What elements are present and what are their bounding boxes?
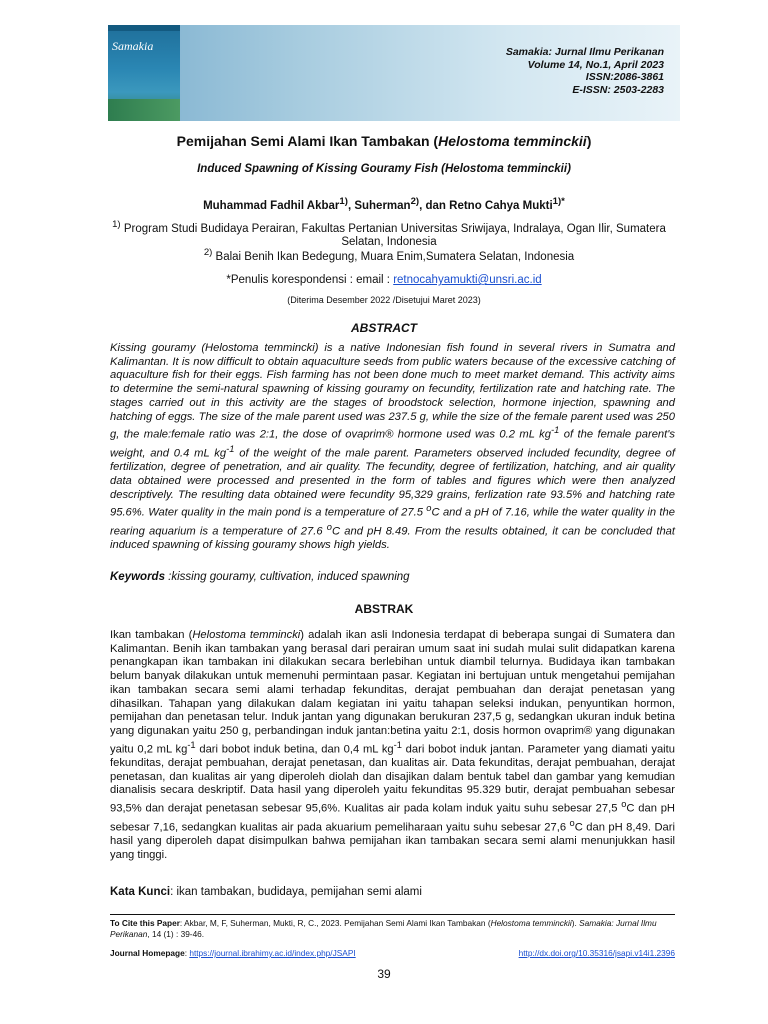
- citation: [110, 918, 675, 940]
- journal-cover-thumbnail: [108, 25, 180, 121]
- abstract-text: of the female parent's weight, and 0.4 mL kg: [110, 428, 675, 460]
- homepage-label: Journal Homepage: [110, 948, 185, 958]
- keywords-text: :kissing gouramy, cultivation, induced spawning: [164, 571, 410, 583]
- abstract-superscript: -1: [226, 443, 235, 454]
- abstrak-text: dari bobot induk jantan. Parameter yang diamati yaitu fekunditas, derajat pembuahan, derajat penetasan, dan kualitas air. Data fekunditas, derajat pembuahan, derajat penetasan, dan kualitas air yang diperoleh diolah dan disajikan dalam bentuk tabel dan gambar yang kemudian dianalisis secara deskriptif. Data hasil yang diperoleh yaitu fekunditas 95.329 butir, derajat pembuahan sebesar 93,5% dan derajat penetasan sebesar 95,6%. Kualitas air pada kolam induk yaitu suhu sebesar 27,5: [110, 743, 675, 815]
- author-separator: ,: [347, 199, 355, 212]
- abstrak-text: ) adalah ikan asli Indonesia terdapat di beberapa sungai di Sumatera dan Kalimantan. Benih ikan tambakan yang berasal dari perairan umum saat ini sudah mulai sulit didapatkan karena penangkapan ikan tambakan ini dilakukan secara berlebihan untuk diambil telurnya. Budidaya ikan tambakan belum banyak dilakukan untuk memenuhi permintaan pasar. Kegiatan ini bertujuan untuk mengetahui pemijahan ikan tambakan secara semi alami terhadap fekunditas, derajat pembuahan dan derajat penetasan yang dihasilkan. Tahapan yang dilakukan dalam kegiatan ini yaitu tahapan seleksi indukan, penyuntikan hormon, pemijahan dan penetasan telur. Induk jantan yang digunakan berukuran 237,5 g, sedangkan ukuran induk betina yang digunakan yaitu 250 g, perbandingan induk jantan:betina yaitu 2:1, dosis hormon ovaprim® yang digunakan yaitu 0,2 mL kg: [110, 629, 675, 756]
- abstrak-text: C dan pH sebesar 7,16, sedangkan kualitas air pada akuarium pemeliharaan yaitu suhu sebesar 27,6: [110, 802, 676, 834]
- doi-link[interactable]: http://dx.doi.org/10.35316/jsapi.v14i1.2396: [518, 948, 675, 958]
- author-list: [0, 196, 768, 212]
- keywords: [110, 571, 675, 583]
- degree-mark: o: [326, 521, 332, 532]
- abstrak-species: Helostoma temmincki: [192, 629, 301, 641]
- abstrak-text: dari bobot induk betina, dan 0,4 mL kg: [195, 743, 394, 756]
- title-species: Helostoma temminckii: [438, 133, 587, 149]
- journal-eissn: E-ISSN: 2503-2283: [572, 83, 664, 96]
- homepage-separator: :: [184, 948, 190, 958]
- degree-mark: o: [621, 799, 627, 810]
- abstract-paragraph: [110, 342, 675, 553]
- cover-logo: Samakia: [112, 39, 154, 53]
- correspondence-label: *Penulis korespondensi : email :: [226, 274, 394, 286]
- author-affil-mark: 1)*: [552, 196, 565, 207]
- page-number: 39: [377, 967, 391, 981]
- degree-mark: o: [426, 503, 432, 514]
- affiliation: [110, 218, 668, 249]
- citation-text: , 14 (1) : 39-46.: [147, 929, 205, 939]
- citation-journal: Samakia: Jurnal Ilmu Perikanan: [110, 918, 657, 939]
- title-text: Pemijahan Semi Alami Ikan Tambakan (: [176, 133, 439, 149]
- abstract-heading: ABSTRACT: [351, 321, 417, 335]
- abstrak-paragraph: [110, 629, 675, 862]
- affiliation-text: Program Studi Budidaya Perairan, Fakultas Pertanian Universitas Sriwijaya, Indralaya, Ogan Ilir, Sumatera Selatan, Indonesia: [120, 222, 666, 248]
- abstract-text: C and a pH of 7.16, while the water quality in the rearing aquarium is a temperature of 27.6: [110, 506, 675, 538]
- abstract-text: Kissing gouramy (Helostoma temmincki) is a native Indonesian fish found in several rivers in Sumatra and Kalimantan. It is now difficult to obtain aquaculture seeds from public waters because of the excessive catching of aquaculture fish for their eggs. Fish farming has not been done much to meet market demand. This activity aims to determine the semi-natural spawning of kissing gouramy on fecundity, fertilization rate and hatching rate. The stages carried out in this activity are the stages of broodstock selection, hormone injection, spawning and hatching of eggs. The size of the male parent used was 237.5 g, while the size of the female parent used was 250 g, the male:female ratio was 2:1, the dose of ovaprim® hormone used was 0.2 mL kg: [110, 342, 675, 441]
- journal-name: Samakia: Jurnal Ilmu Perikanan: [505, 46, 664, 58]
- citation-text: ).: [571, 918, 580, 928]
- abstrak-heading: ABSTRAK: [354, 602, 414, 616]
- affiliation: [110, 246, 668, 264]
- cover-top-strip: [108, 25, 180, 31]
- author-affil-mark: 1): [339, 196, 348, 207]
- degree-mark: o: [569, 817, 575, 828]
- correspondence-email-link[interactable]: retnocahyamukti@unsri.ac.id: [393, 274, 542, 286]
- abstrak-text: Ikan tambakan (: [110, 629, 193, 641]
- abstract-text: of the weight of the male parent. Parameters observed included fecundity, degree of fertilization, degree of penetration, and air quality. The fecundity, degree of fertilization, hatching, and air quality data obtained were processed and presented in the form of tables and figures which were then analyzed descriptively. The resulting data obtained were fecundity 95,329 grains, ferlization rate 93.5% and hatching rate 95.6%. Water quality in the main pond is a temperature of 27.5: [110, 447, 675, 519]
- affiliation-text: Balai Benih Ikan Bedegung, Muara Enim,Sumatera Selatan, Indonesia: [212, 250, 575, 263]
- author-name: Muhammad Fadhil Akbar: [203, 199, 340, 212]
- keywords-label: Keywords: [110, 571, 165, 583]
- kata-kunci-text: : ikan tambakan, budidaya, pemijahan semi alami: [170, 886, 422, 898]
- received-dates: (Diterima Desember 2022 /Disetujui Maret 2023): [287, 295, 481, 305]
- homepage-link[interactable]: https://journal.ibrahimy.ac.id/index.php/JSAPI: [189, 948, 356, 958]
- journal-issn: ISSN:2086-3861: [585, 71, 664, 83]
- footer-divider: [110, 914, 675, 915]
- abstrak-superscript: -1: [393, 739, 402, 750]
- affiliation-mark: 2): [203, 247, 213, 258]
- kata-kunci-label: Kata Kunci: [110, 886, 171, 898]
- affiliation-mark: 1): [112, 219, 121, 230]
- abstrak-text: C dan pH 8,49. Dari hasil yang diperoleh dapat disimpulkan bahwa pemijahan ikan tambakan secara semi alami menunjukkan hasil yang tinggi.: [110, 821, 675, 861]
- citation-species: Helostoma temminckii: [490, 918, 572, 928]
- paper-title: [0, 133, 768, 149]
- author-separator: , dan: [419, 199, 450, 212]
- abstrak-superscript: -1: [187, 739, 196, 750]
- abstract-text: C and pH 8.49. From the results obtained, it can be concluded that induced spawning of kissing gouramy shows high yields.: [110, 525, 676, 552]
- kata-kunci: [110, 886, 675, 898]
- correspondence: [0, 274, 768, 286]
- title-close: ): [586, 133, 592, 149]
- author-affil-mark: 2): [410, 196, 420, 207]
- author-name: Suherman: [354, 199, 411, 212]
- author-name: Retno Cahya Mukti: [449, 199, 553, 212]
- paper-subtitle: Induced Spawning of Kissing Gouramy Fish (Helostoma temminckii): [197, 163, 571, 175]
- citation-text: : Akbar, M, F, Suherman, Mukti, R, C., 2023. Pemijahan Semi Alami Ikan Tambakan (: [179, 918, 491, 928]
- journal-volume: Volume 14, No.1, April 2023: [527, 58, 664, 71]
- citation-label: To Cite this Paper: [110, 918, 180, 928]
- abstract-superscript: -1: [551, 425, 560, 436]
- journal-info: [506, 46, 664, 96]
- cover-bottom-strip: [108, 99, 180, 121]
